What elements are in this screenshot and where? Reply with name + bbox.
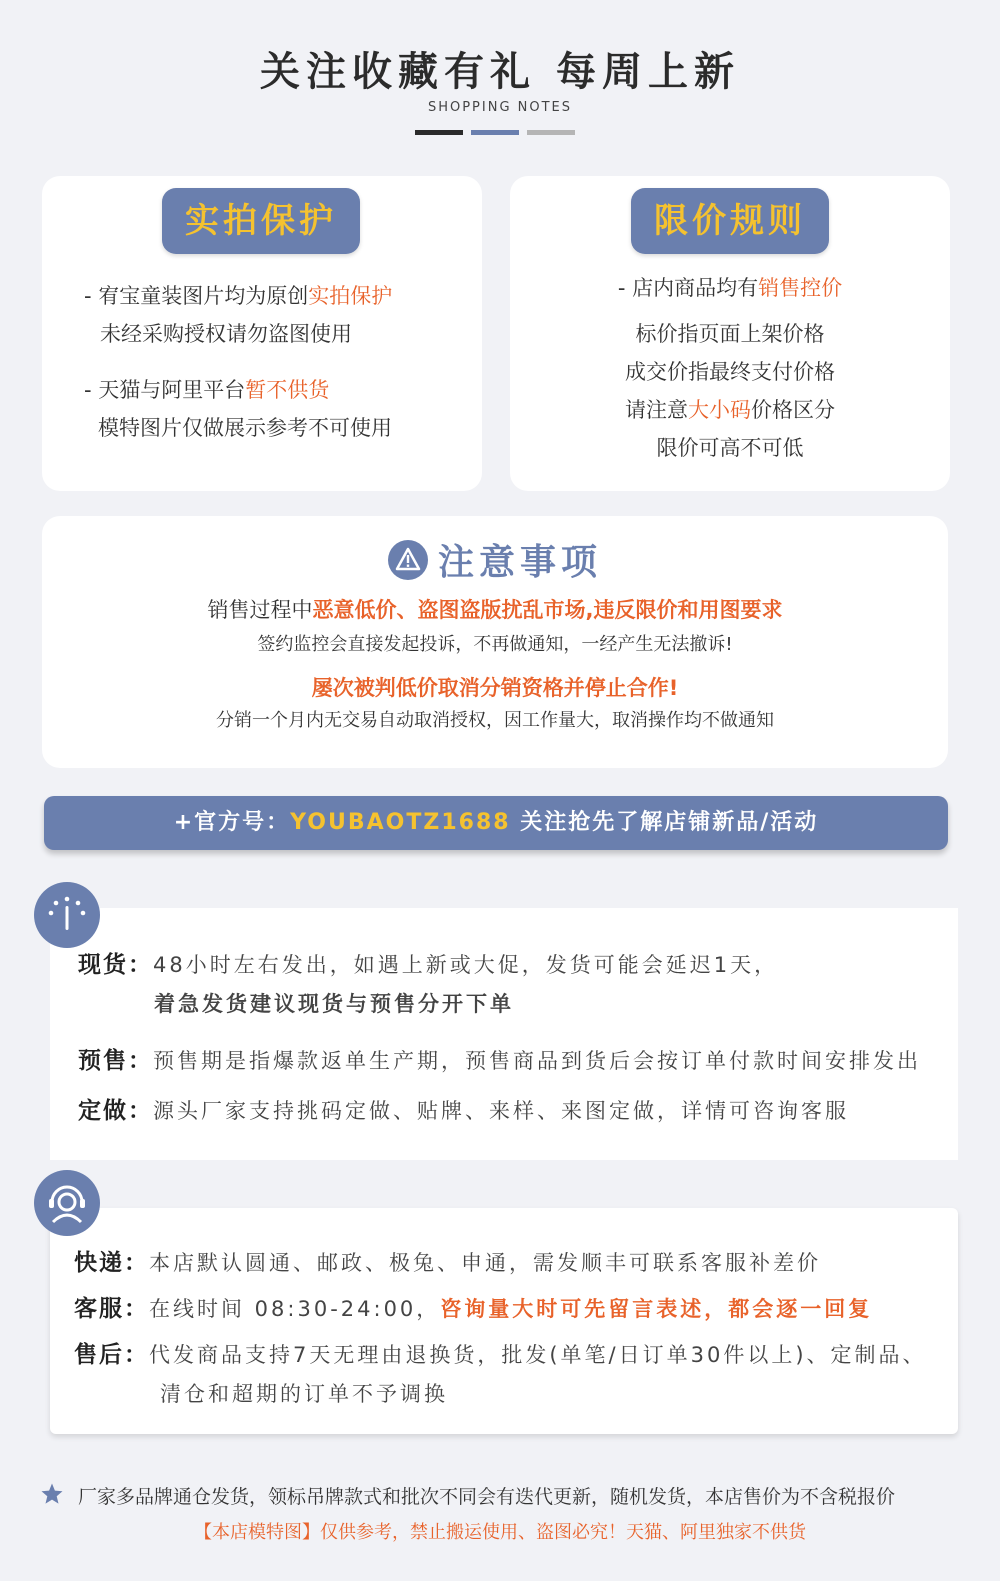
cs-row: 客服：在线时间 08:30-24:00，咨询量大时可先留言表述，都会逐一回复	[74, 1296, 873, 1322]
stock-row: 现货：48小时左右发出，如遇上新或大促，发货可能会延迟1天，	[78, 952, 779, 978]
official-account-banner	[44, 796, 948, 850]
price-line-4: 请注意大小码价格区分	[625, 398, 835, 422]
notice-card	[42, 516, 948, 768]
customer-service-icon	[34, 1170, 100, 1236]
underline-bar-dark	[415, 130, 463, 135]
shipping-card	[50, 908, 958, 1160]
protect-line-1: - 宥宝童装图片均为原创实拍保护	[84, 284, 393, 308]
notice-line-3: 屡次被判低价取消分销资格并停止合作!	[311, 676, 679, 700]
price-line-2: 标价指页面上架价格	[635, 322, 825, 346]
stock-highlight: 着急发货建议现货与预售分开下单	[154, 992, 514, 1016]
aftersale-row: 售后：代发商品支持7天无理由退换货，批发(单笔/日订单30件以上)、定制品、	[74, 1342, 927, 1368]
clock-icon	[34, 882, 100, 948]
title-underline	[415, 130, 575, 135]
express-row: 快递：本店默认圆通、邮政、极兔、申通，需发顺丰可联系客服补差价	[74, 1250, 821, 1276]
footer-line-2: 【本店模特图】仅供参考，禁止搬运使用、盗图必究！天猫、阿里独家不供货	[194, 1522, 806, 1543]
star-icon	[40, 1482, 64, 1510]
price-line-1: - 店内商品均有销售控价	[617, 276, 843, 300]
protect-card	[42, 176, 482, 491]
page-subtitle: SHOPPING NOTES	[427, 100, 573, 115]
notice-title: 注意事项	[437, 542, 602, 583]
price-line-5: 限价可高不可低	[656, 436, 804, 460]
price-title: 限价规则	[631, 188, 829, 254]
official-account-id: YOUBAOTZ1688	[290, 810, 511, 835]
price-line-3: 成交价指最终支付价格	[625, 360, 835, 384]
notice-header	[42, 534, 948, 585]
underline-bar-grey	[527, 130, 575, 135]
notice-line-2: 签约监控会直接发起投诉，不再做通知，一经产生无法撤诉!	[257, 634, 733, 655]
protect-title: 实拍保护	[162, 188, 360, 254]
official-suffix: 关注抢先了解店铺新品/活动	[510, 810, 819, 835]
aftersale-row-2: 清仓和超期的订单不予调换	[160, 1382, 448, 1406]
custom-row: 定做：源头厂家支持挑码定做、贴牌、来样、来图定做，详情可咨询客服	[78, 1098, 849, 1124]
protect-line-4: 模特图片仅做展示参考不可使用	[98, 416, 392, 440]
page-title: 关注收藏有礼 每周上新	[260, 49, 740, 95]
footer-line-1: 厂家多品牌通仓发货，领标吊牌款式和批次不同会有迭代更新，随机发货，本店售价为不含税报价	[78, 1486, 896, 1508]
protect-line-2: 未经采购授权请勿盗图使用	[100, 322, 352, 346]
official-prefix: +官方号：	[173, 810, 291, 835]
service-card	[50, 1208, 958, 1434]
protect-line-3: - 天猫与阿里平台暂不供货	[84, 378, 330, 402]
price-card	[510, 176, 950, 491]
notice-line-4: 分销一个月内无交易自动取消授权，因工作量大，取消操作均不做通知	[216, 710, 774, 731]
notice-line-1: 销售过程中恶意低价、盗图盗版扰乱市场,违反限价和用图要求	[207, 598, 783, 622]
warning-icon	[388, 540, 428, 580]
underline-bar-blue	[471, 130, 519, 135]
presale-row: 预售：预售期是指爆款返单生产期，预售商品到货后会按订单付款时间安排发出	[78, 1048, 921, 1074]
